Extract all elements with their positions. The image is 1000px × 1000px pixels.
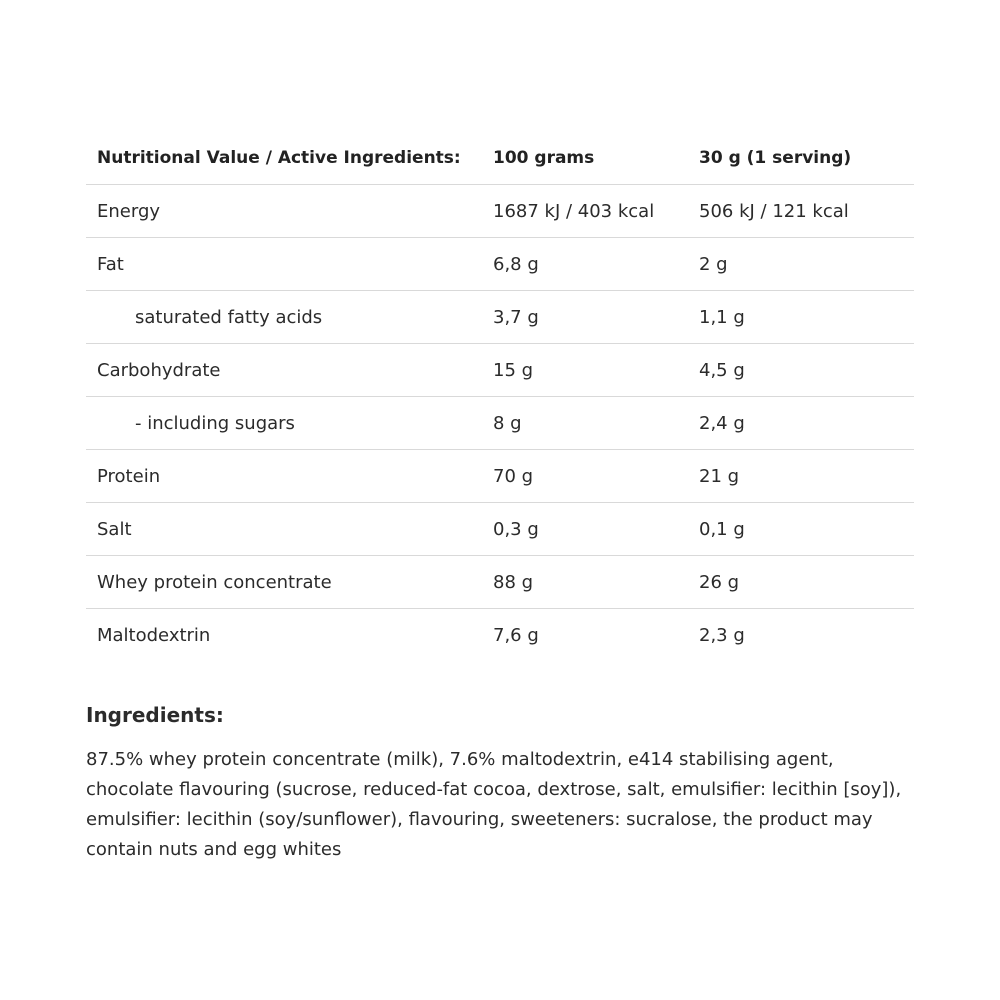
nutrient-name: - including sugars (86, 397, 482, 450)
nutrient-name: Salt (86, 503, 482, 556)
value-serving: 2 g (688, 238, 914, 291)
table-row (86, 397, 914, 450)
table-row (86, 291, 914, 344)
table-row (86, 609, 914, 662)
ingredients-heading: Ingredients: (86, 703, 224, 727)
table-row (86, 556, 914, 609)
nutrient-name: Protein (86, 450, 482, 503)
table-header-row (86, 132, 914, 185)
value-serving: 506 kJ / 121 kcal (688, 185, 914, 238)
table-row (86, 238, 914, 291)
value-100g: 0,3 g (482, 503, 688, 556)
nutrient-name: Energy (86, 185, 482, 238)
nutrient-name: Whey protein concentrate (86, 556, 482, 609)
value-serving: 1,1 g (688, 291, 914, 344)
nutrient-name: saturated fatty acids (86, 291, 482, 344)
value-serving: 2,3 g (699, 624, 745, 646)
value-serving: 26 g (688, 556, 914, 609)
value-serving: 2,4 g (688, 397, 914, 450)
value-100g: 7,6 g (493, 624, 539, 646)
value-100g: 1687 kJ / 403 kcal (482, 185, 688, 238)
value-100g: 70 g (482, 450, 688, 503)
value-serving: 21 g (688, 450, 914, 503)
table-row (86, 185, 914, 238)
value-serving: 0,1 g (688, 503, 914, 556)
nutrient-name: Fat (86, 238, 482, 291)
value-100g: 88 g (482, 556, 688, 609)
value-100g: 3,7 g (482, 291, 688, 344)
nutrient-name: Carbohydrate (86, 344, 482, 397)
header-serving: 30 g (1 serving) (688, 132, 914, 185)
value-100g: 6,8 g (482, 238, 688, 291)
value-100g: 15 g (482, 344, 688, 397)
value-serving: 4,5 g (688, 344, 914, 397)
ingredients-text: 87.5% whey protein concentrate (milk), 7.6% maltodextrin, e414 stabilising agent, chocolate flavouring (sucrose, reduced-fat cocoa, dextrose, salt, emulsifier: lecithin [soy]), emulsifier: lecithin (soy/sunflower), flavouring, sweeteners: sucralose, the product may contain nuts and egg whites (86, 749, 902, 860)
header-nutritional-value: Nutritional Value / Active Ingredients: (86, 132, 482, 185)
table-row (86, 344, 914, 397)
header-100-grams: 100 grams (482, 132, 688, 185)
value-100g: 8 g (482, 397, 688, 450)
nutrition-table (86, 132, 914, 661)
table-row (86, 450, 914, 503)
nutrient-name: Maltodextrin (97, 624, 211, 646)
table-row (86, 503, 914, 556)
